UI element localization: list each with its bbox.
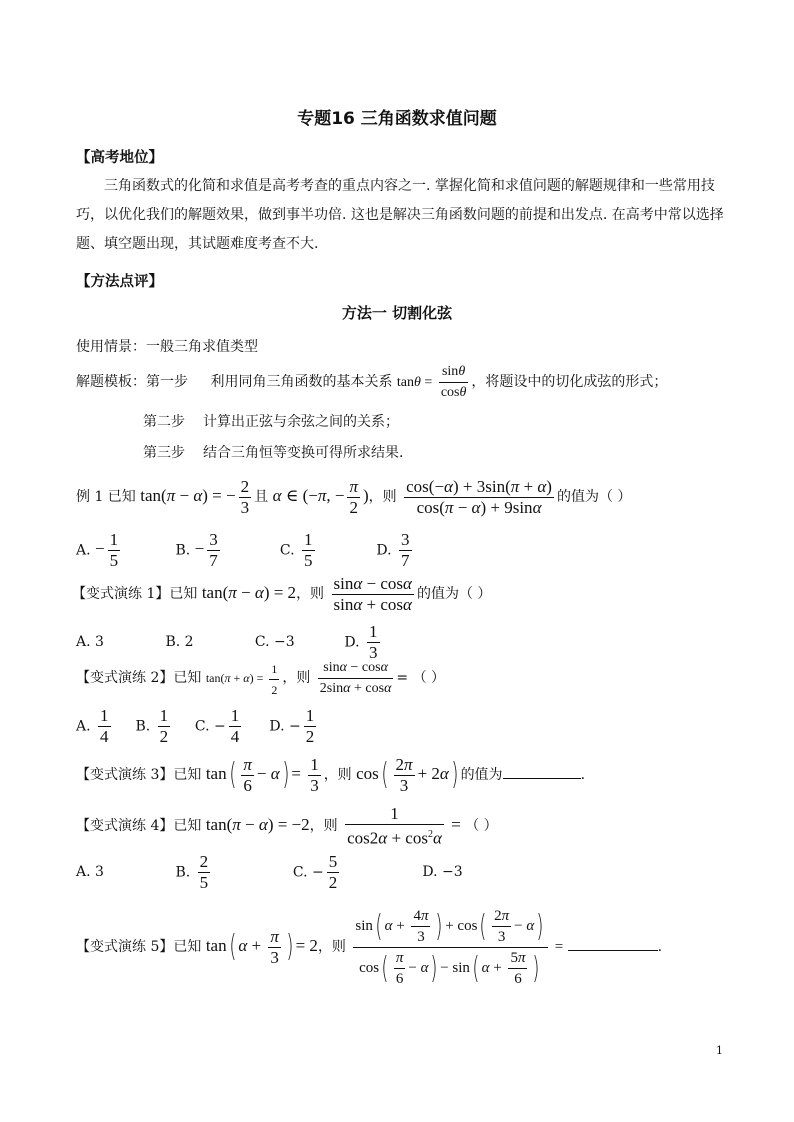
v3-target-formula: cos( $\frac{2\pi}{3}$ + 2α)	[356, 754, 459, 795]
v5-target-fraction: sin( α + $\frac{4\pi}{3}$ ) + cos( $\frac{2\pi}{3}$ − α) cos( $\frac{\pi}{6}$ − α) − sin( α + $\frac{5\pi}{6}$ ) =	[350, 939, 563, 955]
v3-then: ，则	[323, 767, 352, 783]
ex1-tail: 的值为（ ）	[556, 489, 632, 505]
v2-option-c: C. −	[194, 718, 226, 735]
step3-label: 第三步	[143, 445, 185, 461]
ex1-options: A. − $\frac{1}{5}$ B. − $\frac{3}{7}$ C. $\frac{1}{5}$ D. $\frac{3}{7}$	[76, 530, 410, 570]
v2-tail: = （ ）	[396, 670, 446, 686]
v4-option-d: D. −3	[422, 864, 463, 881]
v1-option-d: D.	[344, 634, 360, 651]
intro-text: 三角函数式的化简和求值是高考考查的重点内容之一. 掌握化简和求值问题的解题规律和一些常用技巧，以优化我们的解题效果，做到事半功倍. 这也是解决三角函数问题的前提和出发点. 在高考中常以选择题、填空题出现，其试题难度考查不大.	[76, 178, 724, 252]
ex1-option-c: C.	[279, 542, 295, 559]
v2-label: 【变式演练 2】已知	[76, 670, 202, 686]
v1-option-a: A. 3	[76, 634, 104, 651]
step3-line	[143, 442, 403, 462]
v4-target-fraction: $\frac{1}{\cos 2\alpha + \cos^2\alpha}$ =	[347, 804, 461, 848]
v4-then: ，则	[309, 818, 338, 835]
v1-options: A. 3 B. 2 C. −3 D. $\frac{1}{3}$	[76, 622, 378, 662]
v5-answer-blank[interactable]	[568, 950, 658, 951]
ex1-option-b: B.	[175, 542, 191, 559]
v1-option-b: B. 2	[165, 634, 194, 651]
ex1-option-d: D.	[376, 542, 392, 559]
variant-3: 【变式演练 3】已知 tan( $\frac{\pi}{6}$ − α) = $\frac{1}{3}$ ，则 cos( $\frac{2\pi}{3}$ + 2α) 的值为 .	[76, 754, 586, 795]
template-label: 解题模板：	[76, 374, 146, 390]
v1-tail: 的值为（ ）	[416, 586, 492, 602]
v4-option-b: B.	[175, 864, 191, 881]
variant-5: 【变式演练 5】已知 tan( α + $\frac{\pi}{3}$ ) = 2，则 sin( α + $\frac{4\pi}{3}$ ) + cos( $\frac{2\pi}{3}$ − α) cos( $\frac{\pi}{6}$ − α) − sin( α + $\frac{5\pi}{6}$ ) = .	[76, 906, 662, 989]
variant-2	[76, 658, 445, 700]
v4-option-c: C. −	[292, 864, 324, 881]
ex1-cond-word: 且	[254, 489, 269, 505]
step1-line	[76, 362, 667, 403]
v1-target-fraction: $\frac{\sin\alpha - \cos\alpha}{\sin\alpha + \cos\alpha}$	[333, 573, 412, 614]
step2-line	[143, 411, 399, 431]
v4-option-a: A. 3	[76, 864, 104, 881]
step1-text-a: 利用同角三角函数的基本关系	[210, 374, 393, 390]
usage-text: 使用情景：一般三角求值类型	[76, 339, 258, 355]
v5-label: 【变式演练 5】已知	[76, 939, 202, 955]
step1-text-b: ，将题设中的切化成弦的形式；	[471, 374, 668, 390]
v3-condition-formula: tan( $\frac{\pi}{6}$ − α) = $\frac{1}{3}$	[205, 754, 319, 795]
v1-condition-formula: tan(π − α) = 2	[201, 583, 297, 602]
intro-paragraph	[76, 172, 726, 259]
variant-1	[72, 573, 491, 615]
ex1-option-a: A.	[76, 542, 91, 559]
v4-tail: （ ）	[465, 818, 498, 835]
v5-then: ，则	[317, 939, 346, 955]
section-heading-method: 【方法点评】	[76, 274, 163, 290]
step2-label: 第二步	[143, 414, 185, 430]
step1-label: 第一步	[146, 374, 188, 390]
step3-text: 结合三角恒等变换可得所求结果.	[203, 445, 404, 461]
step2-text: 计算出正弦与余弦之间的关系；	[203, 414, 399, 430]
v2-target-fraction: $\frac{\sin\alpha - \cos\alpha}{2\sin\alpha + \cos\alpha}$	[319, 660, 392, 697]
ex1-range-formula: α ∈ (−π, − $\frac{\pi}{2}$ )	[272, 476, 369, 517]
v3-label: 【变式演练 3】已知	[76, 767, 202, 783]
section-heading-gaokao: 【高考地位】	[76, 150, 163, 166]
v1-label: 【变式演练 1】已知	[72, 586, 198, 602]
v4-condition-formula: tan(π − α) = −2	[205, 815, 310, 835]
page-number: 1	[716, 1044, 723, 1057]
v3-answer-blank[interactable]	[503, 778, 581, 779]
ex1-condition-formula: tan(π − α) = − $\frac{2}{3}$	[140, 476, 250, 517]
v2-option-b: B.	[135, 718, 151, 735]
page-title: 专题16 三角函数求值问题	[297, 109, 497, 129]
ex1-label: 例 1 已知	[76, 489, 136, 505]
v2-then: ，则	[282, 670, 311, 686]
v2-options: A. $\frac{1}{4}$ B. $\frac{1}{2}$ C. − $\frac{1}{4}$ D. − $\frac{1}{2}$	[76, 706, 315, 746]
v1-option-c: C. −3	[254, 634, 295, 651]
formula-tan-identity: tanθ = $\frac{\sin\theta}{\cos\theta}$	[396, 364, 467, 401]
v3-tail: 的值为	[460, 767, 503, 783]
variant-4	[76, 804, 498, 849]
v5-condition-formula: tan( α + $\frac{\pi}{3}$ ) = 2	[205, 926, 318, 967]
v2-condition-formula: tan(π + α) = $\frac{1}{2}$	[206, 671, 283, 685]
v1-then: ，则	[296, 586, 325, 602]
v2-option-d: D. −	[269, 718, 301, 735]
example-1	[76, 476, 631, 518]
v4-options: A. 3 B. $\frac{2}{5}$ C. − $\frac{5}{2}$ D. −3	[76, 852, 463, 892]
v4-label: 【变式演练 4】已知	[76, 818, 202, 835]
ex1-then: ，则	[368, 489, 397, 505]
ex1-target-fraction: $\frac{\cos(-\alpha) + 3\sin(\pi + \alpha)}{\cos(\pi - \alpha) + 9\sin\alpha}$	[406, 476, 552, 517]
v2-option-a: A.	[76, 718, 91, 735]
method-title: 方法一 切割化弦	[341, 304, 453, 322]
